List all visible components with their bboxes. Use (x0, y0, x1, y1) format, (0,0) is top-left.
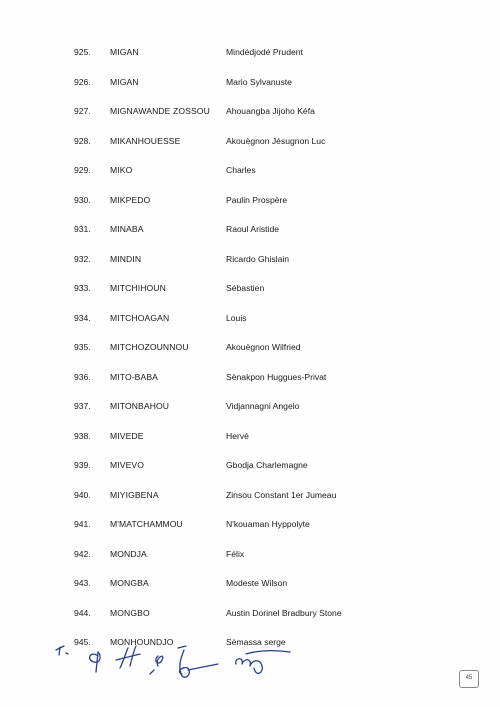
list-item (0, 282, 500, 312)
row-number: 926. (74, 76, 91, 87)
list-item (0, 223, 500, 253)
last-name: MONHOUNDJO (110, 637, 174, 647)
row-number: 934. (74, 312, 91, 323)
last-name: MITONBAHOU (110, 401, 170, 411)
last-name: MIGNAWANDE ZOSSOU (110, 106, 210, 116)
list-item (0, 459, 500, 489)
list-item (0, 46, 500, 76)
row-number: 940. (74, 489, 91, 500)
last-name: MITCHIHOUN (110, 283, 166, 293)
first-names: Modeste Wilson (226, 578, 288, 588)
row-number: 932. (74, 253, 91, 264)
first-names: Raoul Aristide (226, 224, 280, 234)
last-name: MIGAN (110, 47, 139, 57)
last-name: MIVEDE (110, 430, 144, 441)
list-item (0, 76, 500, 106)
first-names: Gbodja Charlemagne (226, 460, 308, 470)
row-number: 939. (74, 460, 91, 470)
first-names: Paulin Prospère (226, 194, 288, 205)
last-name: MIKO (110, 165, 133, 175)
list-item (0, 253, 500, 283)
row-number: 933. (74, 283, 91, 293)
last-name: MINDIN (110, 253, 142, 264)
last-name: MIKPEDO (110, 194, 151, 205)
list-item (0, 430, 500, 460)
list-item (0, 518, 500, 548)
first-names: Vidjannagni Angelo (226, 401, 300, 411)
first-names: Sébastien (226, 283, 265, 293)
list-item (0, 105, 500, 135)
first-names: Ricardo Ghislain (226, 253, 290, 264)
last-name: MIGAN (110, 76, 139, 87)
row-number: 931. (74, 224, 91, 234)
last-name: MINABA (110, 224, 144, 234)
list-item (0, 341, 500, 371)
row-number: 935. (74, 342, 91, 352)
signature-mark-4 (150, 656, 163, 674)
row-number: 937. (74, 401, 91, 411)
list-item (0, 400, 500, 430)
first-names: N'kouaman Hyppolyte (226, 519, 310, 529)
row-number: 942. (74, 548, 91, 559)
first-names: Charles (226, 165, 256, 175)
signature-initials (50, 638, 300, 688)
row-number: 928. (74, 135, 91, 146)
list-item (0, 371, 500, 401)
last-name: MONGBO (110, 607, 150, 618)
list-item (0, 577, 500, 607)
first-names: Austin Dorinel Bradbury Stone (226, 607, 342, 618)
row-number: 943. (74, 578, 91, 588)
signature-mark-1 (56, 646, 68, 655)
first-names: Mario Sylvanuste (226, 76, 292, 87)
last-name: MONGBA (110, 578, 149, 588)
first-names: Louis (226, 312, 247, 323)
list-item (0, 312, 500, 342)
list-item (0, 489, 500, 519)
first-names: Sènakpon Huggues-Privat (226, 371, 327, 382)
first-names: Akouègnon Wilfried (226, 342, 301, 352)
last-name: MITO-BABA (110, 371, 159, 382)
row-number: 945. (74, 637, 91, 647)
row-number: 927. (74, 106, 91, 116)
last-name: MITCHOAGAN (110, 312, 170, 323)
signature-mark-6 (236, 651, 290, 674)
first-names: Hervé (226, 430, 249, 441)
row-number: 941. (74, 519, 91, 529)
last-name: MIKANHOUESSE (110, 135, 181, 146)
row-number: 944. (74, 607, 91, 618)
last-name: MONDJA (110, 548, 147, 559)
first-names: Sèmassa serge (226, 637, 286, 647)
signature-mark-3 (116, 646, 140, 668)
row-number: 925. (74, 47, 91, 57)
first-names: Ahouangba Jijoho Kéfa (226, 106, 315, 116)
first-names: Mindédjodé Prudent (226, 47, 303, 57)
row-number: 938. (74, 430, 91, 441)
last-name: MIVEVO (110, 460, 145, 470)
last-name: M'MATCHAMMOU (110, 519, 183, 529)
list-item (0, 135, 500, 165)
list-item (0, 548, 500, 578)
first-names: Akouègnon Jésugnon Luc (226, 135, 326, 146)
list-item (0, 194, 500, 224)
signature-mark-2 (90, 652, 100, 672)
first-names: Zinsou Constant 1er Jumeau (226, 489, 337, 500)
signature-mark-5 (178, 646, 218, 677)
row-number: 930. (74, 194, 91, 205)
last-name: MITCHOZOUNNOU (110, 342, 189, 352)
page-number: 45 (459, 670, 479, 688)
name-list (0, 46, 500, 666)
row-number: 929. (74, 165, 91, 175)
list-item (0, 607, 500, 637)
last-name: MIYIGBENA (110, 489, 159, 500)
list-item (0, 164, 500, 194)
first-names: Félix (226, 548, 245, 559)
row-number: 936. (74, 371, 91, 382)
